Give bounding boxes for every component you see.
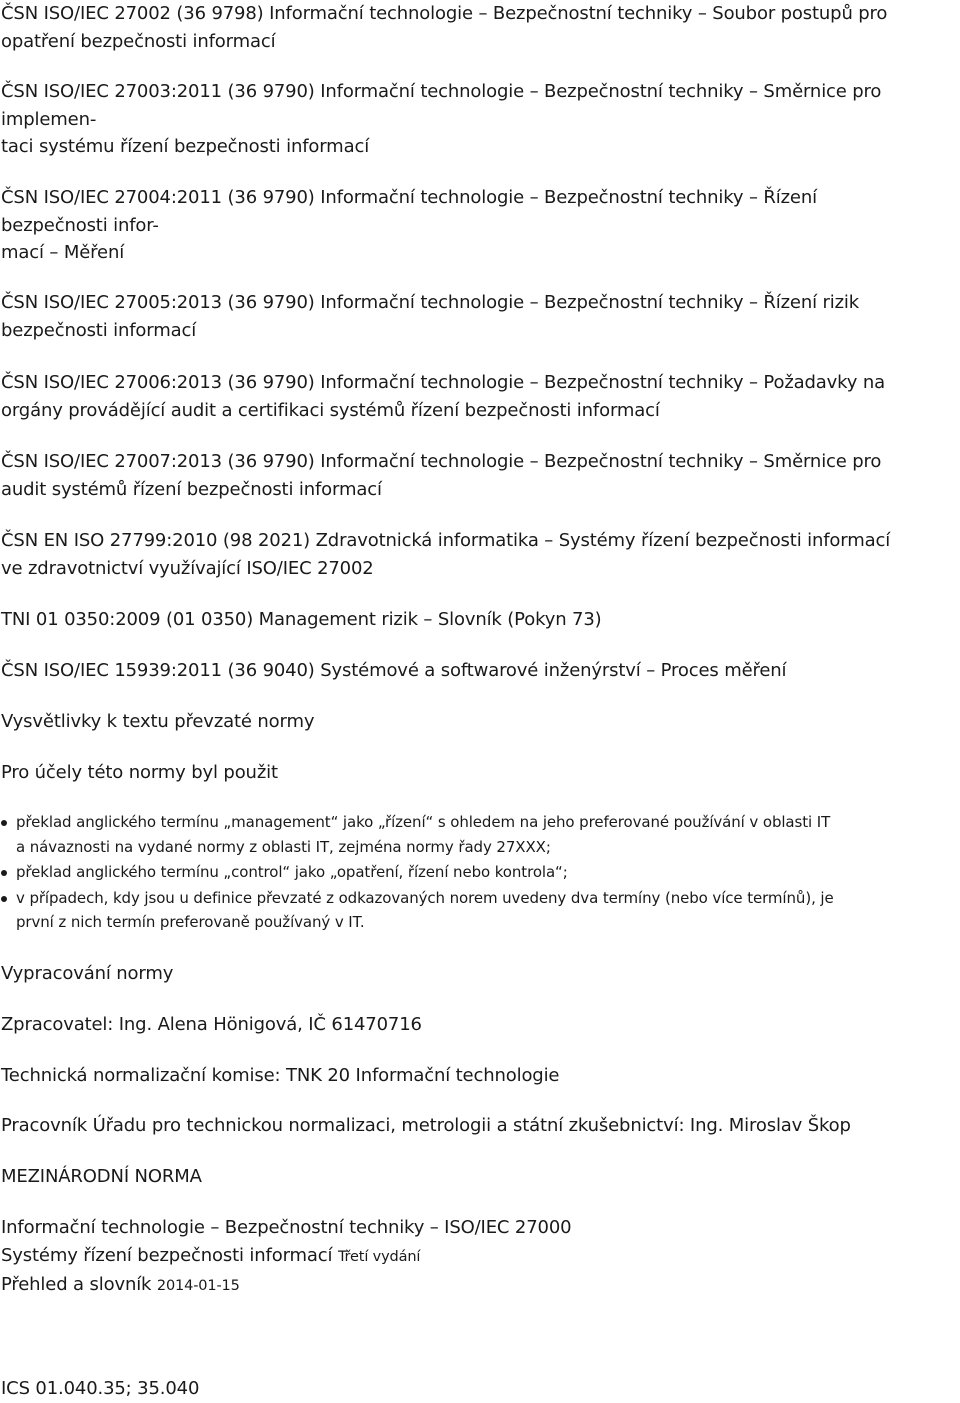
ics-code: ICS 01.040.35; 35.040 (1, 1378, 200, 1399)
reference-item: ČSN ISO/IEC 27005:2013 (36 9790) Informační technologie – Bezpečnostní techniky – Řízení rizik bezpečnosti informací (1, 292, 860, 341)
international-norm-heading: MEZINÁRODNÍ NORMA (1, 1166, 202, 1187)
list-item: překlad anglického termínu „control“ jako „opatření, řízení nebo kontrola“; (1, 860, 959, 885)
list-item: v případech, kdy jsou u definice převzaté z odkazovaných norem uvedeny dva termíny (nebo více termínů), je první z nich termín preferovaně používaný v IT. (1, 886, 959, 935)
reference-item: ČSN ISO/IEC 27007:2013 (36 9790) Informační technologie – Bezpečnostní techniky – Směrnice pro audit systémů řízení bezpečnosti informací (1, 451, 882, 500)
date-label: 2014-01-15 (156, 1278, 240, 1294)
bullet-dot-icon (1, 896, 7, 902)
preparation-heading: Vypracování normy (1, 963, 174, 984)
reference-item: ČSN ISO/IEC 27002 (36 9798) Informační technologie – Bezpečnostní techniky – Soubor postupů pro opatření bezpečnosti informací (1, 3, 888, 52)
explanations-heading: Vysvětlivky k textu převzaté normy (1, 711, 315, 732)
reference-item: TNI 01 0350:2009 (01 0350) Management rizik – Slovník (Pokyn 73) (1, 609, 602, 630)
processor-line: Zpracovatel: Ing. Alena Hönigová, IČ 61470716 (1, 1014, 422, 1035)
bullet-dot-icon (1, 870, 7, 876)
norm-title-block: Informační technologie – Bezpečnostní techniky – ISO/IEC 27000 Systémy řízení bezpečnosti informací Třetí vydání Přehled a slovník 2014-01-15 (1, 1217, 572, 1295)
edition-label: Třetí vydání (337, 1248, 421, 1265)
reference-item: ČSN ISO/IEC 15939:2011 (36 9040) Systémové a softwarové inženýrství – Proces měření (1, 660, 787, 681)
reference-item: ČSN ISO/IEC 27003:2011 (36 9790) Informační technologie – Bezpečnostní techniky – Směrnice pro implemen- taci systému řízení bezpečnosti informací (1, 81, 882, 157)
bullet-dot-icon (1, 820, 7, 826)
reference-item: ČSN ISO/IEC 27006:2013 (36 9790) Informační technologie – Bezpečnostní techniky – Požadavky na orgány provádějící audit a certifikaci systémů řízení bezpečnosti informací (1, 372, 886, 421)
reference-item: ČSN ISO/IEC 27004:2011 (36 9790) Informační technologie – Bezpečnostní techniky – Řízení bezpečnosti infor- mací – Měření (1, 187, 817, 263)
list-item: překlad anglického termínu „management“ jako „řízení“ s ohledem na jeho preferované používání v oblasti IT a návaznosti na vydané normy z oblasti IT, zejména normy řady 27XXX; (1, 810, 959, 859)
office-worker-line: Pracovník Úřadu pro technickou normalizaci, metrologii a státní zkušebnictví: Ing. Miroslav Škop (1, 1115, 851, 1136)
committee-line: Technická normalizační komise: TNK 20 Informační technologie (1, 1065, 560, 1086)
reference-item: ČSN EN ISO 27799:2010 (98 2021) Zdravotnická informatika – Systémy řízení bezpečnosti informací ve zdravotnictví využívající ISO/IEC 27002 (1, 530, 891, 579)
purpose-heading: Pro účely této normy byl použit (1, 762, 278, 783)
bullet-list (1, 810, 959, 935)
